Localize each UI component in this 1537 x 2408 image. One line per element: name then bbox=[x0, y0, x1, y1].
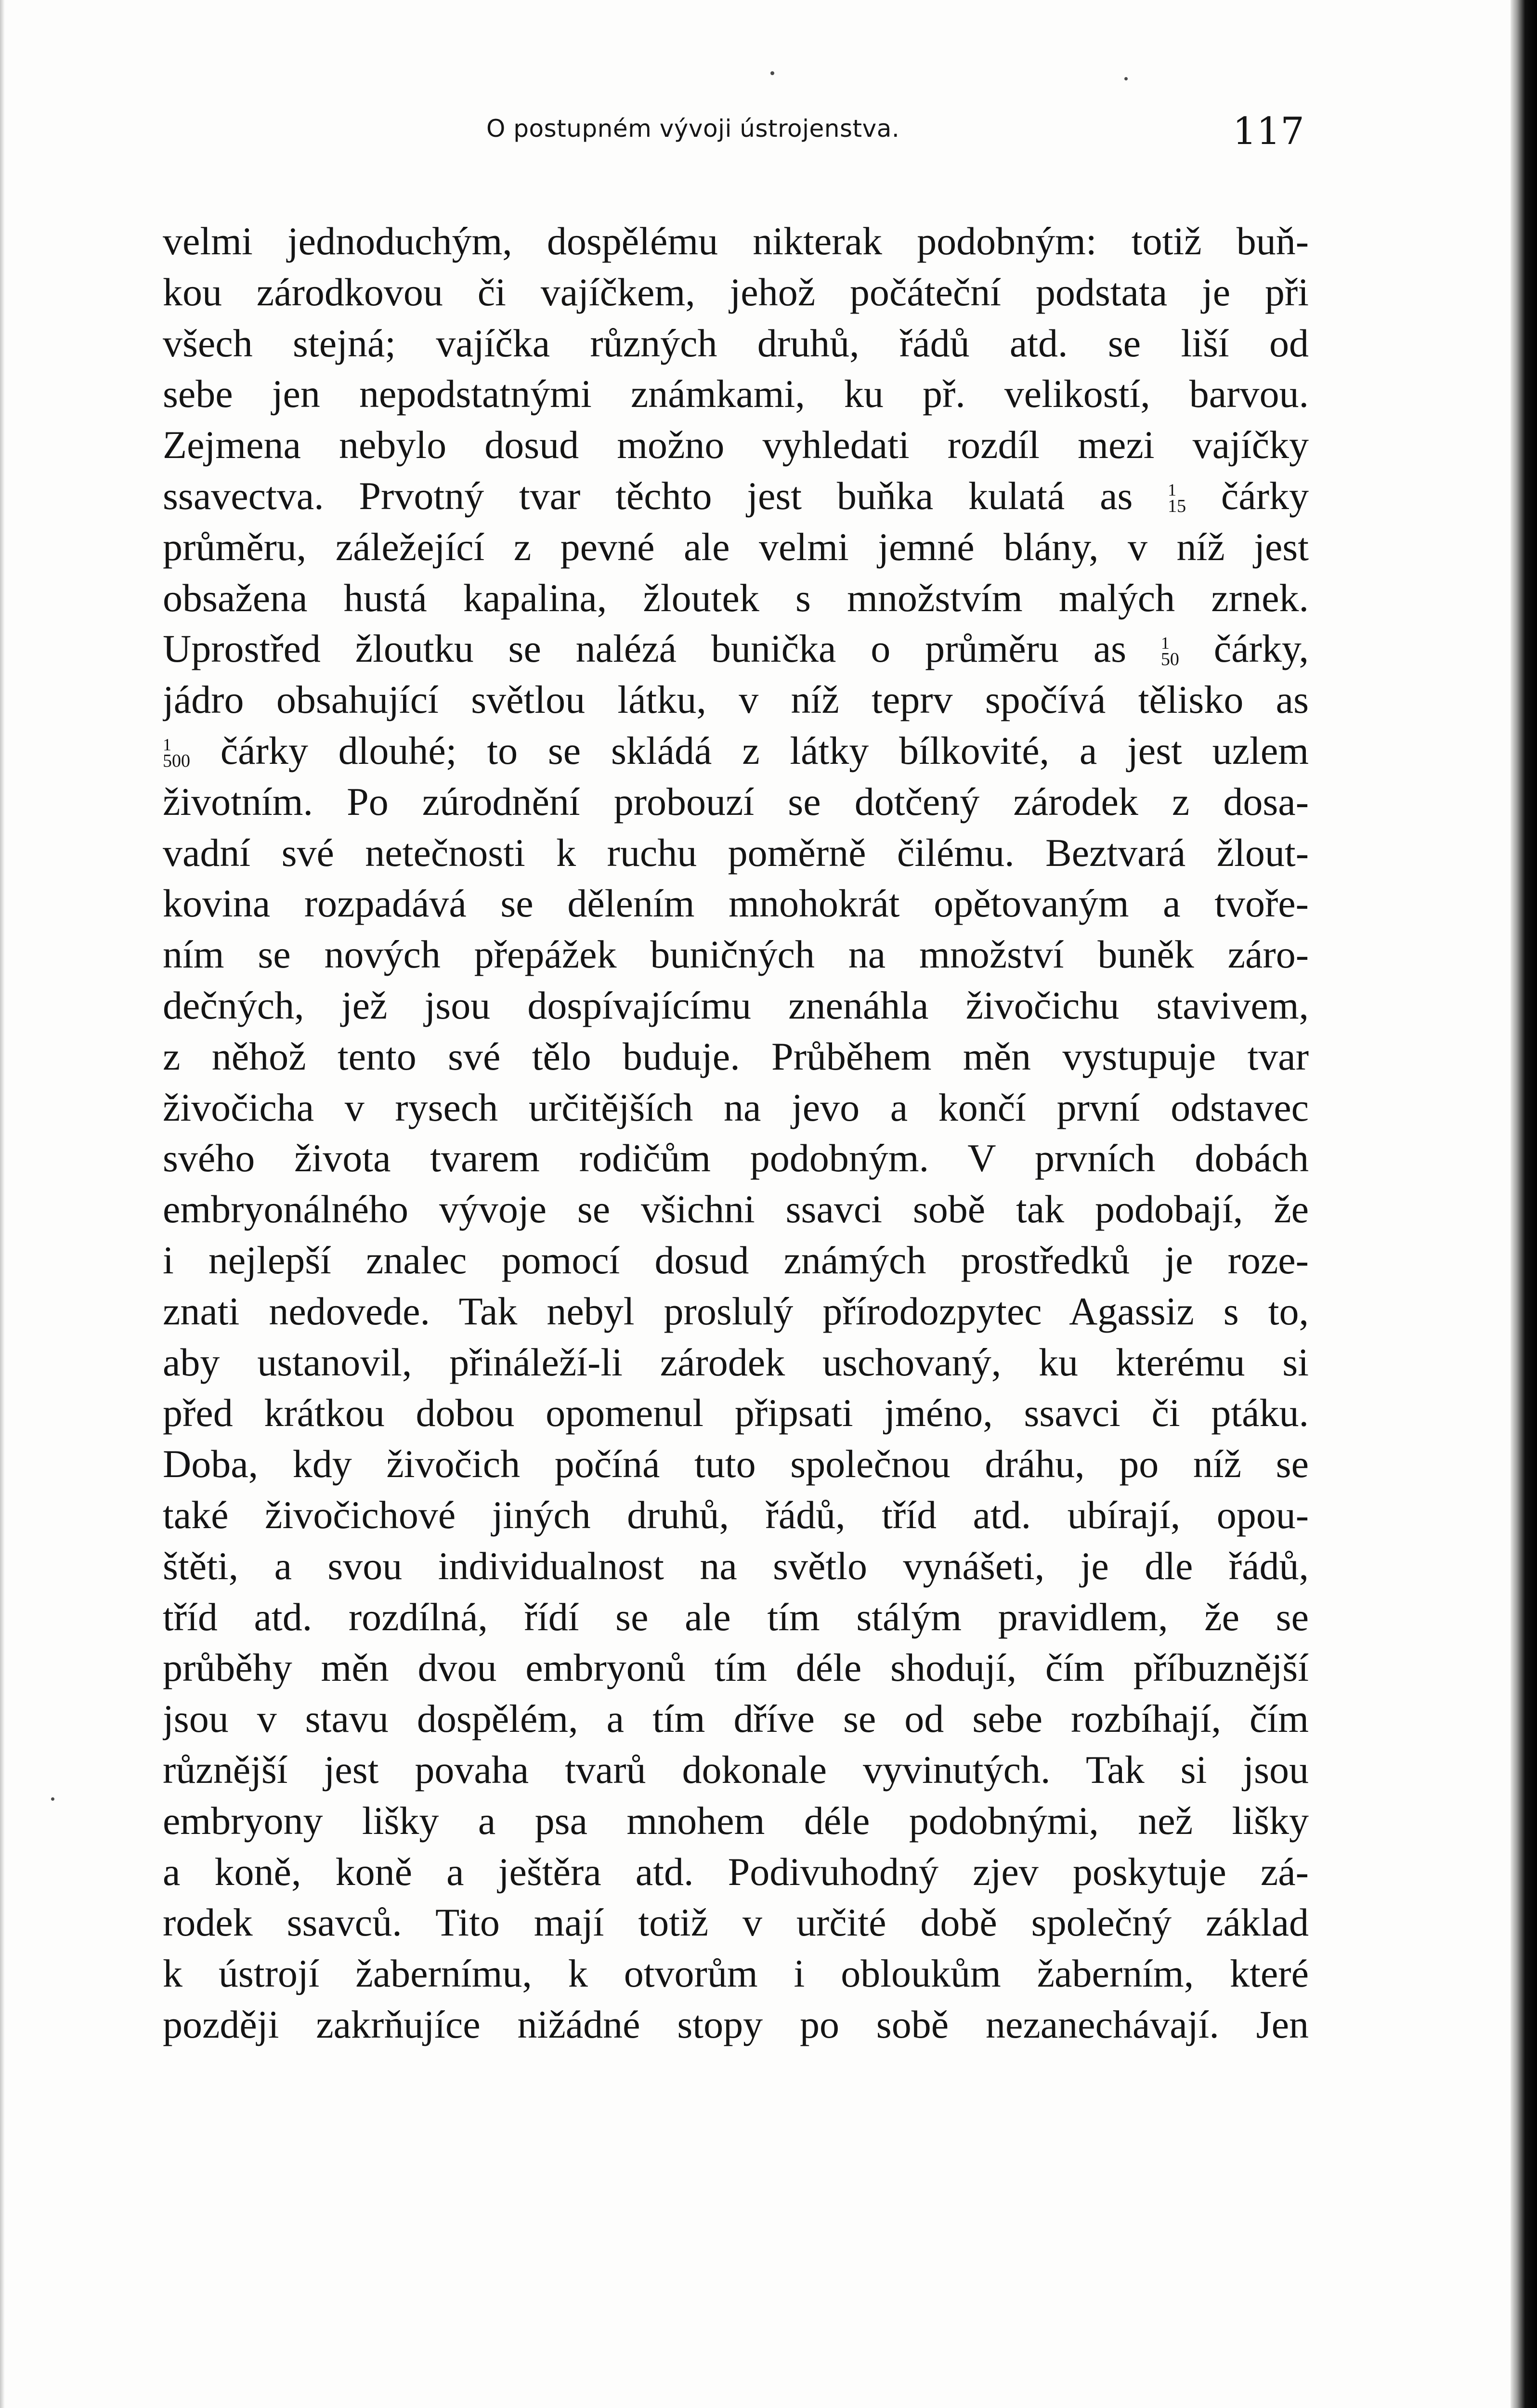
line-text: embryony lišky a psa mnohem déle podobnými, než lišky bbox=[163, 1798, 1309, 1843]
text-line bbox=[163, 1948, 1309, 1999]
scan-speck bbox=[1124, 77, 1128, 80]
line-text: svého života tvarem rodičům podobným. V prvních dobách bbox=[163, 1136, 1309, 1180]
line-text: z něhož tento své tělo buduje. Průběhem měn vystupuje tvar bbox=[163, 1034, 1309, 1078]
line-text: Zejmena nebylo dosud možno vyhledati rozdíl mezi vajíčky bbox=[163, 423, 1309, 467]
text-line bbox=[163, 623, 1309, 674]
line-text: kovina rozpadává se dělením mnohokrát opětovaným a tvoře- bbox=[163, 881, 1309, 926]
line-text: štěti, a svou individualnost na světlo vynášeti, je dle řádů, bbox=[163, 1544, 1309, 1588]
line-text: průběhy měn dvou embryonů tím déle shodují, čím příbuznější bbox=[163, 1646, 1309, 1690]
line-text: čárky, bbox=[1213, 627, 1309, 671]
book-binding-edge bbox=[1511, 0, 1537, 2408]
text-line bbox=[163, 1286, 1309, 1337]
line-text: k ústrojí žabernímu, k otvorům i obloukům žaberním, které bbox=[163, 1951, 1309, 1996]
page-left-edge-shadow bbox=[0, 0, 5, 2408]
text-line bbox=[163, 1490, 1309, 1541]
text-line bbox=[163, 1541, 1309, 1592]
text-line bbox=[163, 1592, 1309, 1643]
fraction-numerator: 1 bbox=[163, 735, 171, 755]
text-line bbox=[163, 1846, 1309, 1898]
text-line bbox=[163, 216, 1309, 267]
line-text: sebe jen nepodstatnými známkami, ku př. velikostí, barvou. bbox=[163, 372, 1309, 416]
line-text: a koně, koně a ještěra atd. Podivuhodný zjev poskytuje zá- bbox=[163, 1849, 1309, 1894]
text-line bbox=[163, 725, 1309, 776]
text-line bbox=[163, 980, 1309, 1031]
line-text: aby ustanovil, přináleží-li zárodek uschovaný, ku kterému si bbox=[163, 1340, 1309, 1384]
line-text: i nejlepší znalec pomocí dosud známých prostředků je roze- bbox=[163, 1238, 1309, 1282]
fraction-numerator: 1 bbox=[1168, 480, 1177, 500]
line-text: jádro obsahující světlou látku, v níž teprv spočívá tělisko as bbox=[163, 678, 1309, 722]
text-line bbox=[163, 267, 1309, 318]
line-text: také živočichové jiných druhů, řádů, tříd atd. ubírají, opou- bbox=[163, 1492, 1309, 1537]
text-line bbox=[163, 1082, 1309, 1133]
text-line bbox=[163, 368, 1309, 419]
text-line bbox=[163, 1795, 1309, 1846]
text-line bbox=[163, 1439, 1309, 1490]
text-line bbox=[163, 674, 1309, 725]
line-text: před krátkou dobou opomenul připsati jméno, ssavci či ptáku. bbox=[163, 1391, 1309, 1435]
body-text bbox=[163, 216, 1309, 2050]
text-line bbox=[163, 878, 1309, 929]
line-text: životním. Po zúrodnění probouzí se dotčený zárodek z dosa- bbox=[163, 779, 1309, 824]
scan-speck bbox=[51, 1797, 54, 1801]
text-line bbox=[163, 1235, 1309, 1286]
line-text: Doba, kdy živočich počíná tuto společnou dráhu, po níž se bbox=[163, 1442, 1309, 1486]
text-line bbox=[163, 419, 1309, 471]
line-text: čárky dlouhé; to se skládá z látky bílkovité, a jest uzlem bbox=[220, 728, 1309, 772]
running-head: O postupném vývoji ústrojenstva. bbox=[486, 115, 900, 143]
text-line bbox=[163, 1999, 1309, 2050]
text-line bbox=[163, 1184, 1309, 1235]
line-text: velmi jednoduchým, dospělému nikterak podobným: totiž buň- bbox=[163, 219, 1309, 263]
line-text: dečných, jež jsou dospívajícímu znenáhla živočichu stavivem, bbox=[163, 983, 1309, 1027]
line-text: později zakrňujíce nižádné stopy po sobě nezanechávají. Jen bbox=[163, 2002, 1309, 2046]
line-text: ssavectva. Prvotný tvar těchto jest buňka kulatá as bbox=[163, 473, 1133, 518]
line-text: různější jest povaha tvarů dokonale vyvinutých. Tak si jsou bbox=[163, 1747, 1309, 1792]
line-text: rodek ssavců. Tito mají totiž v určité době společný základ bbox=[163, 1900, 1309, 1945]
fraction-denominator: 50 bbox=[1160, 649, 1179, 669]
fraction-numerator: 1 bbox=[1160, 633, 1170, 653]
text-line bbox=[163, 1337, 1309, 1388]
line-text: živočicha v rysech určitějších na jevo a končí první odstavec bbox=[163, 1085, 1309, 1129]
line-text: tříd atd. rozdílná, řídí se ale tím stálým pravidlem, že se bbox=[163, 1595, 1309, 1639]
text-line bbox=[163, 1897, 1309, 1948]
fraction-denominator: 500 bbox=[163, 751, 190, 772]
page-number: 117 bbox=[1233, 110, 1304, 153]
text-line bbox=[163, 318, 1309, 369]
fraction-denominator: 15 bbox=[1168, 496, 1186, 517]
line-text: embryonálného vývoje se všichni ssavci sobě tak podobají, že bbox=[163, 1187, 1309, 1231]
line-text: čárky bbox=[1221, 473, 1309, 518]
text-line bbox=[163, 1133, 1309, 1184]
text-line bbox=[163, 1693, 1309, 1744]
text-line bbox=[163, 573, 1309, 624]
fraction bbox=[163, 735, 190, 772]
line-text: kou zárodkovou či vajíčkem, jehož počáteční podstata je při bbox=[163, 270, 1309, 314]
line-text: obsažena hustá kapalina, žloutek s množstvím malých zrnek. bbox=[163, 576, 1309, 620]
text-line bbox=[163, 929, 1309, 980]
line-text: ním se nových přepážek buničných na množství buněk záro- bbox=[163, 932, 1309, 977]
text-line bbox=[163, 1744, 1309, 1795]
text-line bbox=[163, 827, 1309, 878]
text-line bbox=[163, 776, 1309, 827]
fraction bbox=[1161, 635, 1179, 667]
text-line bbox=[163, 1642, 1309, 1693]
line-text: znati nedovede. Tak nebyl proslulý přírodozpytec Agassiz s to, bbox=[163, 1289, 1309, 1333]
text-line bbox=[163, 1387, 1309, 1439]
text-line bbox=[163, 471, 1309, 522]
scan-speck bbox=[770, 71, 774, 75]
line-text: jsou v stavu dospělém, a tím dříve se od sebe rozbíhají, čím bbox=[163, 1697, 1309, 1741]
line-text: průměru, záležející z pevné ale velmi jemné blány, v níž jest bbox=[163, 524, 1309, 569]
line-text: Uprostřed žloutku se nalézá bunička o průměru as bbox=[163, 627, 1127, 671]
line-text: vadní své netečnosti k ruchu poměrně čilému. Beztvará žlout- bbox=[163, 830, 1309, 875]
line-text: všech stejná; vajíčka různých druhů, řádů atd. se liší od bbox=[163, 321, 1309, 365]
fraction bbox=[1168, 480, 1186, 517]
text-line bbox=[163, 522, 1309, 573]
text-line bbox=[163, 1031, 1309, 1082]
